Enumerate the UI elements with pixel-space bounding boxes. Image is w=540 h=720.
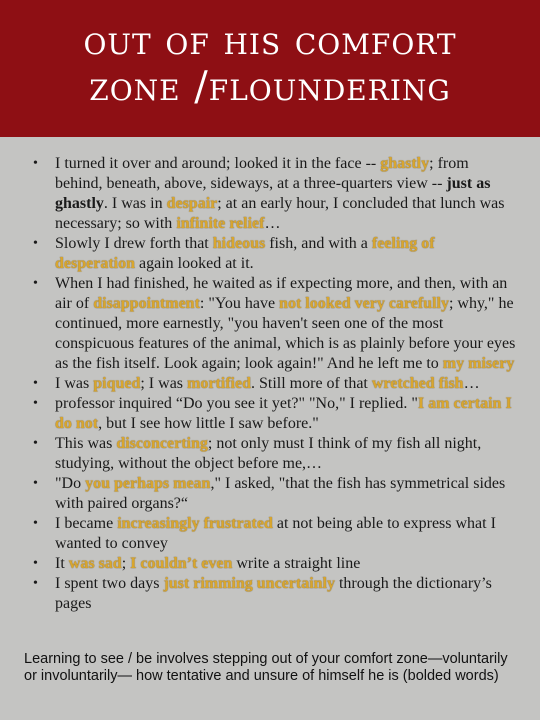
highlighted-word: disconcerting (116, 435, 208, 452)
text-run: fish, and with a (265, 235, 372, 252)
highlighted-word: wretched fish (371, 375, 464, 392)
text-run: I was (55, 375, 94, 392)
text-run: I became (55, 515, 118, 532)
list-item (30, 374, 518, 394)
bullet-icon: • (33, 436, 38, 451)
text-run: at not being able to express what I wanted to convey (55, 515, 496, 552)
list-item (30, 514, 518, 554)
text-run: I spent two days (55, 575, 164, 592)
slide-title-line-2: zone /floundering (89, 64, 451, 110)
quote-list-container (0, 154, 540, 614)
list-item (30, 394, 518, 434)
text-run: . I was in (103, 195, 167, 212)
quote-list (30, 154, 518, 614)
bullet-icon: • (33, 476, 38, 491)
list-item (30, 234, 518, 274)
text-run: through the dictionary’s pages (55, 575, 492, 612)
highlighted-word: my misery (442, 355, 515, 372)
bullet-icon: • (33, 396, 38, 411)
text-run: , but I see how little I saw before." (98, 415, 319, 432)
text-run: "Do (55, 475, 86, 492)
text-run: ; why," he continued, more earnestly, "you haven't seen one of the most conspicuous features of the animal, which is as plainly before your eyes as the fish itself. Look again; look again!" And he left me to (55, 295, 516, 372)
text-run: ; not only must I think of my fish all night, studying, without the object before me,… (55, 435, 482, 472)
text-run: . Still more of that (251, 375, 372, 392)
text-run: I turned it over and around; looked it in the face -- (55, 155, 381, 172)
footer-summary: Learning to see / be involves stepping out of your comfort zone—voluntarily or involuntarily— how tentative and unsure of himself he is (bolded words) (24, 651, 508, 684)
highlighted-word: was sad (68, 555, 122, 572)
list-item (30, 554, 518, 574)
text-run: ; from behind, beneath, above, sideways, at a three-quarters view -- (55, 155, 469, 192)
highlighted-word: ghastly (380, 155, 430, 172)
highlighted-word: infinite relief (176, 215, 265, 232)
text-run: It (55, 555, 69, 572)
bullet-icon: • (33, 236, 38, 251)
text-run: ," I asked, "that the fish has symmetrical sides with paired organs?“ (55, 475, 506, 512)
highlighted-word: not looked very carefully (279, 295, 449, 312)
text-run: write a straight line (232, 555, 361, 572)
text-run: again looked at it. (135, 255, 254, 272)
highlighted-word: just rimming uncertainly (163, 575, 335, 592)
slide-title-line-1: out of his comfort (83, 18, 457, 64)
text-run: This was (55, 435, 117, 452)
list-item (30, 474, 518, 514)
text-run: : "You have (199, 295, 280, 312)
bullet-icon: • (33, 376, 38, 391)
bullet-icon: • (33, 276, 38, 291)
text-run: professor inquired “Do you see it yet?" "No," I replied. " (55, 395, 418, 412)
title-banner (0, 0, 540, 137)
text-run: … (463, 375, 480, 392)
text-run: Slowly I drew forth that (55, 235, 213, 252)
highlighted-word: disappointment (93, 295, 200, 312)
highlighted-word: mortified (187, 375, 251, 392)
text-run: ; at an early hour, I concluded that lunch was necessary; so with (55, 195, 505, 232)
list-item (30, 154, 518, 234)
text-run: ; I was (140, 375, 188, 392)
text-run: ; (121, 555, 131, 572)
highlighted-word: increasingly frustrated (117, 515, 273, 532)
text-run: When I had finished, he waited as if expecting more, and then, with an air of (55, 275, 508, 312)
list-item (30, 274, 518, 374)
text-run: … (264, 215, 281, 232)
bullet-icon: • (33, 576, 38, 591)
highlighted-word: hideous (212, 235, 266, 252)
highlighted-word: feeling of desperation (55, 235, 435, 272)
bold-phrase: just as ghastly (55, 175, 491, 212)
highlighted-word: piqued (93, 375, 141, 392)
bullet-icon: • (33, 556, 38, 571)
highlighted-word: despair (166, 195, 218, 212)
highlighted-word: I couldn’t even (130, 555, 233, 572)
bullet-icon: • (33, 516, 38, 531)
list-item (30, 574, 518, 614)
bullet-icon: • (33, 156, 38, 171)
list-item (30, 434, 518, 474)
highlighted-word: I am certain I do not (55, 395, 512, 432)
highlighted-word: you perhaps mean (85, 475, 211, 492)
